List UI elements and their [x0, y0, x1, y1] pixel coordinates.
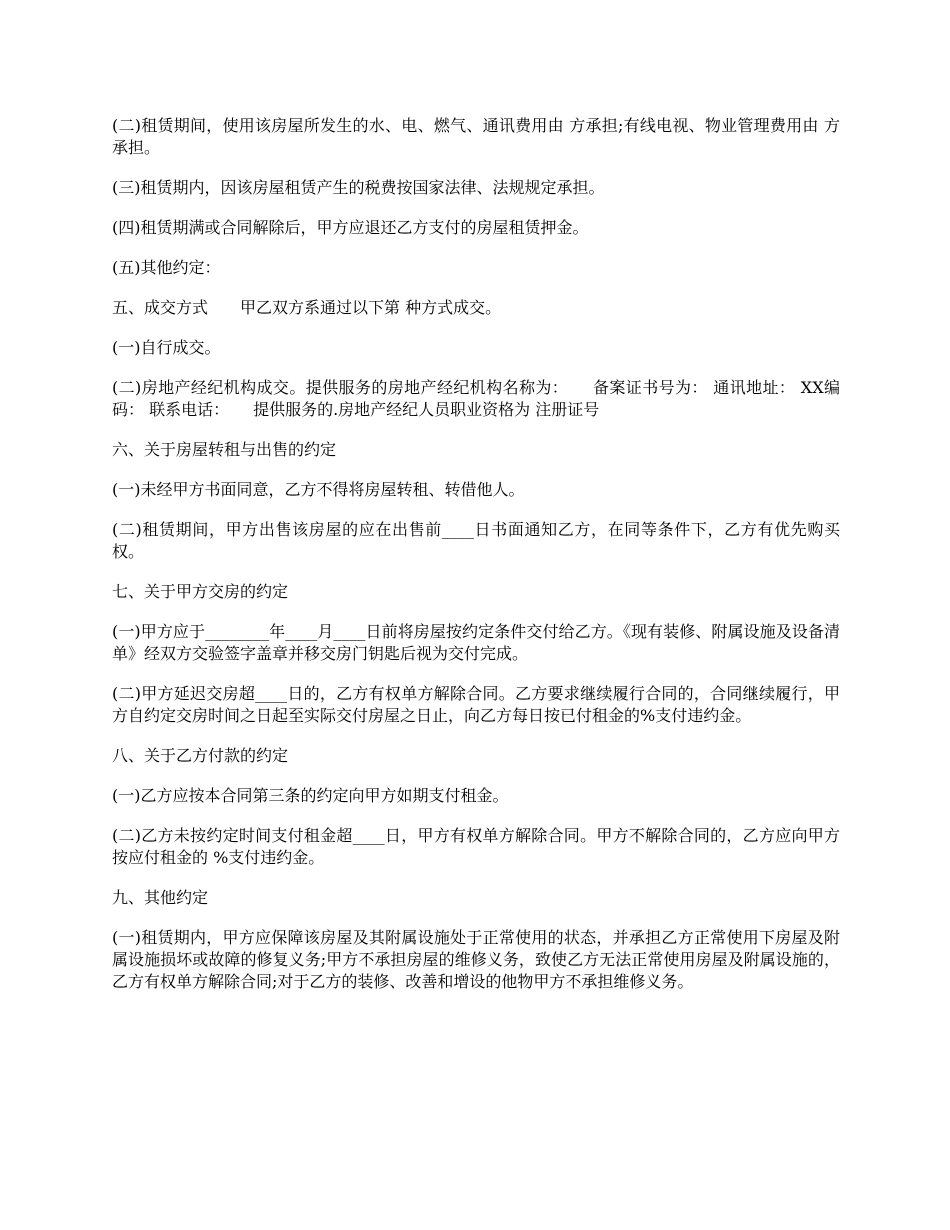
section-transaction-method: 五、成交方式 甲乙双方系通过以下第 种方式成交。	[112, 298, 502, 317]
clause-pay-rent: (一)乙方应按本合同第三条的约定向甲方如期支付租金。	[112, 786, 509, 805]
clause-utilities: (二)租赁期间，使用该房屋所发生的水、电、燃气、通讯费用由 方承担;有线电视、物业管理费用由 方承担。	[112, 116, 840, 157]
document-body	[112, 115, 840, 1011]
clause-priority-purchase: (二)租赁期间，甲方出售该房屋的应在出售前____日书面通知乙方，在同等条件下，乙方有优先购买权。	[112, 520, 840, 561]
section-payment: 八、关于乙方付款的约定	[112, 746, 289, 765]
clause-taxes: (三)租赁期内，因该房屋租赁产生的税费按国家法律、法规规定承担。	[112, 178, 605, 197]
section-handover: 七、关于甲方交房的约定	[112, 582, 289, 601]
clause-other-agreements: (五)其他约定：	[112, 258, 221, 277]
clause-maintenance: (一)租赁期内，甲方应保障该房屋及其附属设施处于正常使用的状态，并承担乙方正常使用下房屋及附属设施损坏或故障的修复义务;甲方不承担房屋的维修义务，致使乙方无法正常使用房屋及附属设施的，乙方有权单方解除合同;对于乙方的装修、改善和增设的他物甲方不承担维修义务。	[112, 928, 840, 991]
clause-self-transaction: (一)自行成交。	[112, 338, 221, 357]
clause-agency-transaction: (二)房地产经纪机构成交。提供服务的房地产经纪机构名称为： 备案证书号为： 通讯地址： XX编码： 联系电话： 提供服务的.房地产经纪人员职业资格为 注册证号	[112, 378, 840, 419]
section-other: 九、其他约定	[112, 888, 209, 907]
clause-deposit-refund: (四)租赁期满或合同解除后，甲方应退还乙方支付的房屋租赁押金。	[112, 218, 589, 237]
clause-delayed-handover: (二)甲方延迟交房超____日的，乙方有权单方解除合同。乙方要求继续履行合同的，合同继续履行，甲方自约定交房时间之日起至实际交付房屋之日止，向乙方每日按已付租金的%支付违约金。	[112, 684, 840, 725]
clause-late-payment: (二)乙方未按约定时间支付租金超____日，甲方有权单方解除合同。甲方不解除合同的，乙方应向甲方按应付租金的 %支付违约金。	[112, 826, 840, 867]
clause-no-sublease: (一)未经甲方书面同意，乙方不得将房屋转租、转借他人。	[112, 480, 525, 499]
clause-handover-date: (一)甲方应于________年____月____日前将房屋按约定条件交付给乙方。《现有装修、附属设施及设备清单》经双方交验签字盖章并移交房门钥匙后视为交付完成。	[112, 622, 840, 663]
section-sublease-sale: 六、关于房屋转租与出售的约定	[112, 440, 337, 459]
